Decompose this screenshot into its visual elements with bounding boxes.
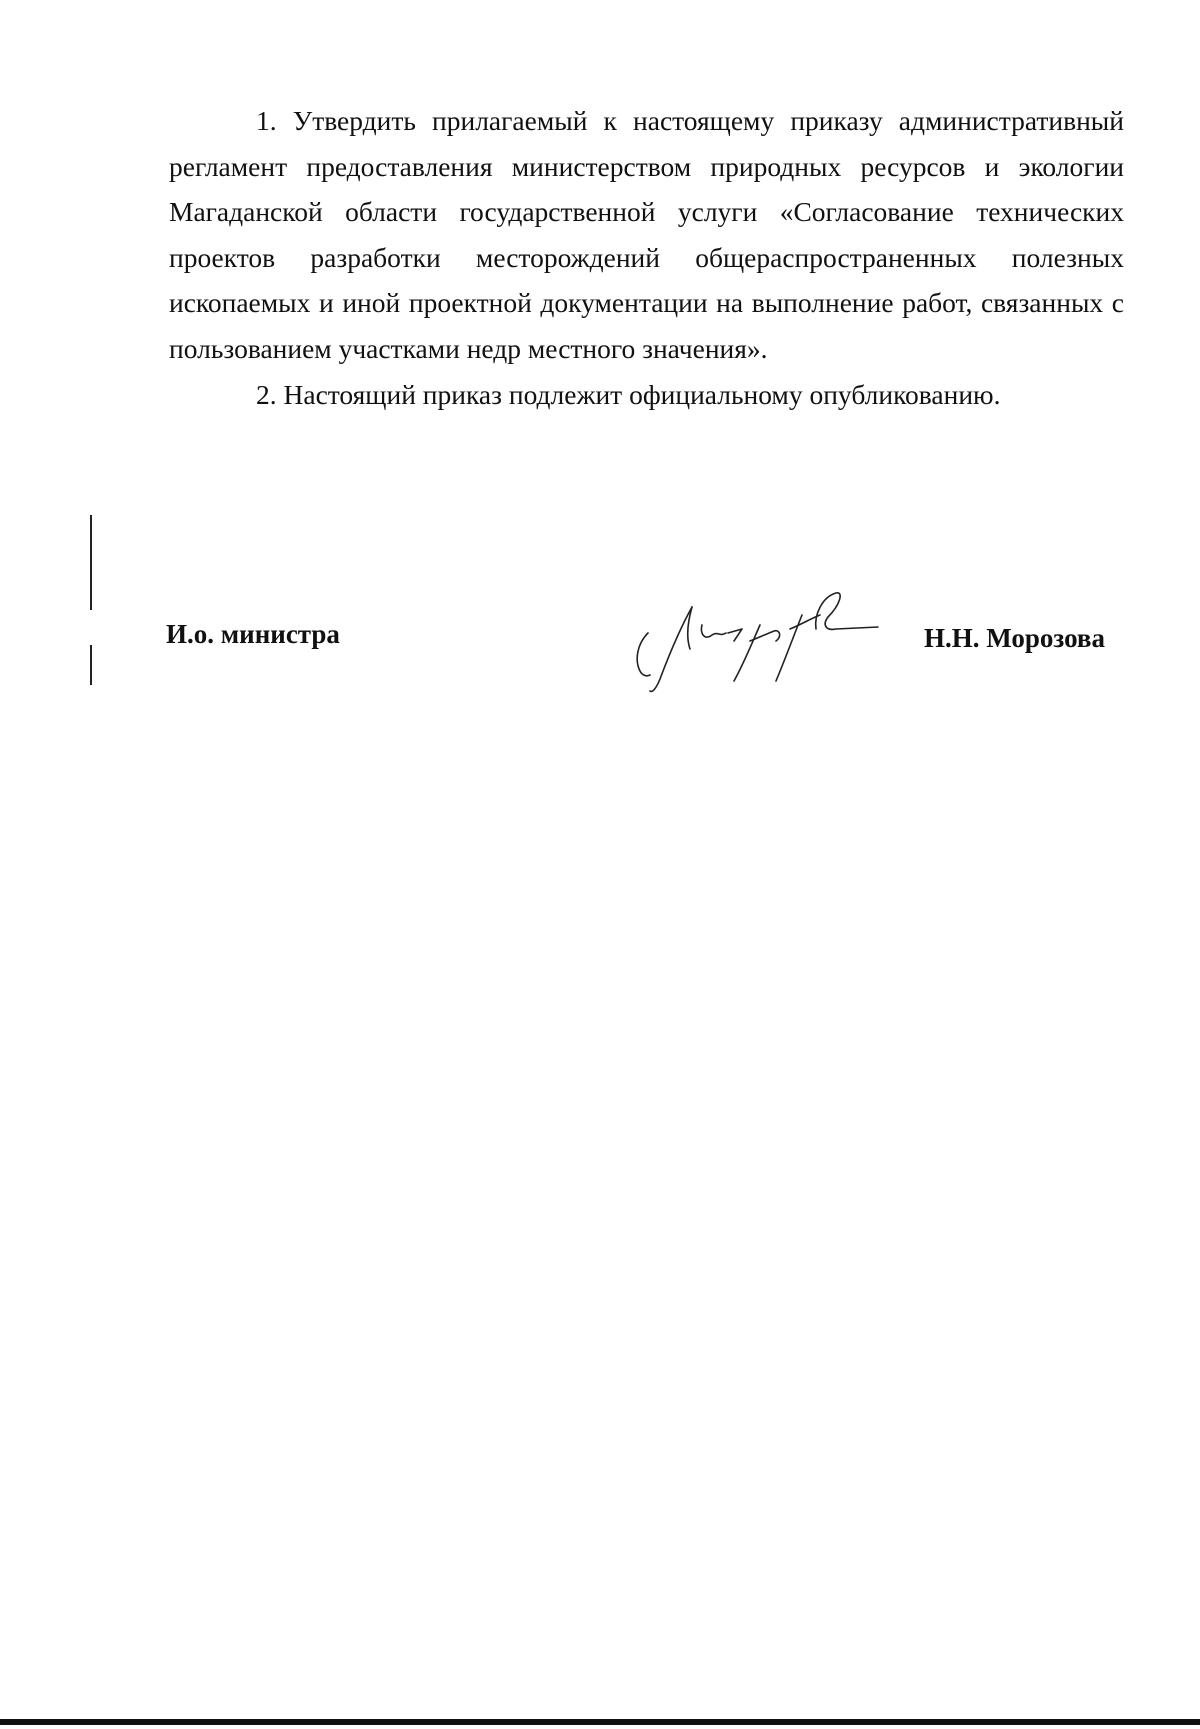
signatory-role: И.о. министра: [166, 619, 340, 649]
paragraph-publication: 2. Настоящий приказ подлежит официальному опубликованию.: [256, 378, 1001, 410]
paragraph-approve-regulation: 1. Утвердить прилагаемый к настоящему приказу административный регламент предоставления министерством природных ресурсов и экологии Магаданской области государственной услуги «Согласование технических проектов разработки месторождений общераспространенных полезных ископаемых и иной проектной документации на выполнение работ, связанных с пользованием участками недр местного значения».: [169, 105, 1124, 364]
margin-mark-lower: [90, 645, 92, 685]
margin-mark-upper: [90, 515, 92, 610]
bottom-rule: [0, 1719, 1200, 1725]
document-body: [169, 98, 1124, 417]
signatory-name: Н.Н. Морозова: [924, 623, 1105, 653]
handwritten-signature: [630, 585, 900, 695]
